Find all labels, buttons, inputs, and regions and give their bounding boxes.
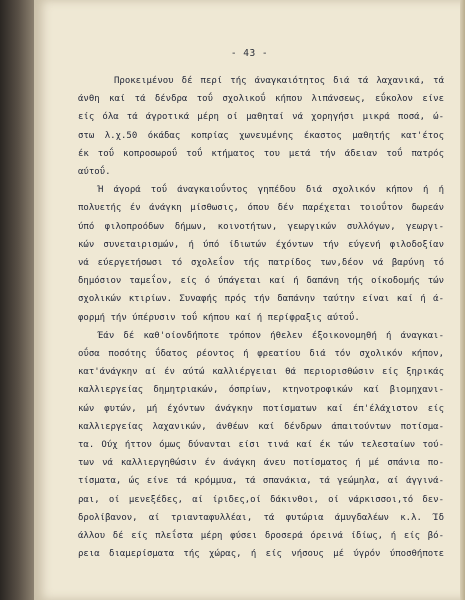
text-line: καλλιεργείας δημητριακών, όσπρίων, κτηνοτροφικών καί βιομηχανι- <box>78 385 444 396</box>
text-line: άλλου δέ είς πλεΐστα μέρη φύσει δροσερά όρεινά ίδίως, ή είς βό- <box>78 531 444 542</box>
text-line: πολυετής έν άνάγκη μίσθωσις, όπου δέν παρέχεται τοιοΰτον δωρεάν <box>78 203 444 214</box>
text-line: τα. Ούχ ήττον όμως δύνανται είσι τινά καί έκ τών τελεσταίων τού- <box>78 440 444 451</box>
text-line: στω λ.χ.50 όκάδας κοπρίας χωνευμένης έκαστος μαθητής κατ'έτος <box>78 130 444 141</box>
text-line: ρεια διαμερίσματα τής χώρας, ή είς νήσους μέ ύγρόν ύποσθήποτε <box>78 549 444 560</box>
text-line: καλλιεργείας λαχανικών, άνθέων καί δένδρων άπαιτούντων ποτίσμα- <box>78 421 444 432</box>
text-line: φορμή τήν ύπέρυσιν τοΰ κήπου καί ή περίφραξις αύτοΰ. <box>78 312 360 323</box>
text-line: κών φυτών, μή έχόντων άνάγκην ποτίσματων καί έπ'έλάχιστον είς <box>78 403 444 414</box>
text-line: Προκειμένου δέ περί τής άναγκαιότητος διά τά λαχανικά, τά <box>114 76 444 86</box>
text-line: ύπό φιλοπροόδων δήμων, κοινοτήτων, γεωργικών συλλόγων, γεωργι- <box>78 221 444 232</box>
text-line: έκ τοΰ κοπροσωροΰ τοΰ κτήματος του μετά τήν άδειαν τοΰ πατρός <box>78 148 444 159</box>
text-line: είς όλα τά άγροτικά μέρη οί μαθηταί νά χορηγήσι μικρά ποσά, ώ- <box>78 112 444 123</box>
text-line: αύτοΰ. <box>78 167 111 178</box>
text-line: Ή άγορά τοΰ άναγκαιοΰντος γηπέδου διά σχολικόν κήπον ή ή <box>98 185 444 196</box>
body-text <box>78 72 444 563</box>
text-line: Έάν δέ καθ'οίονδήποτε τρόπον ήθελεν έξοικονομηθή ή άναγκαι- <box>98 330 444 341</box>
text-line: άνθη καί τά δένδρα τοΰ σχολικοΰ κήπου λιπάνσεως, εΰκολον είνε <box>78 94 444 105</box>
text-line: των νά καλλιεργηθώσιν έν άνάγκη άνευ ποτίσματος ή μέ σπάνια πο- <box>78 458 444 469</box>
text-line: τίσματα, ώς είνε τά κρόμμυα, τά σπανάκια, τά γεώμηλα, αί άγγινά- <box>78 476 444 487</box>
text-line: κών συνεταιρισμών, ή ύπό ίδιωτών έχόντων τήν εύγενή φιλοδοξίαν <box>78 239 444 250</box>
page-number: - 43 - <box>230 48 269 59</box>
text-line: ραι, οί μενεξέδες, αί ίριδες,οί δάκινθοι, οί νάρκισσοι,τό δεν- <box>78 494 444 505</box>
text-line: δρολίβανον, αί τριανταφυλλέαι, τά φυτώρια άμυγδαλέων κ.λ. Ίδ <box>78 512 444 523</box>
text-line: νά εύεργετήσωσι τό σχολεΐον τής πατρίδος των,δέον νά βαρύνη τό <box>78 258 444 269</box>
document-page <box>34 0 465 600</box>
text-line: δημόσιον ταμεΐον, είς ό ύπάγεται καί ή δαπάνη τής οίκοδομής τών <box>78 276 444 287</box>
book-spine <box>0 0 34 600</box>
text-line: σχολικών κτιρίων. Συναφής πρός τήν δαπάνην ταύτην είναι καί ή ά- <box>78 294 444 305</box>
page-edge <box>460 0 465 600</box>
text-line: κατ'άνάγκην αί έν αύτώ καλλιέργειαι θά περιορισθώσιν είς ξηρικάς <box>78 367 444 378</box>
text-line: οΰσα ποσότης ΰδατος ρέοντος ή φρεατίου διά τόν σχολικόν κήπον, <box>78 349 444 360</box>
